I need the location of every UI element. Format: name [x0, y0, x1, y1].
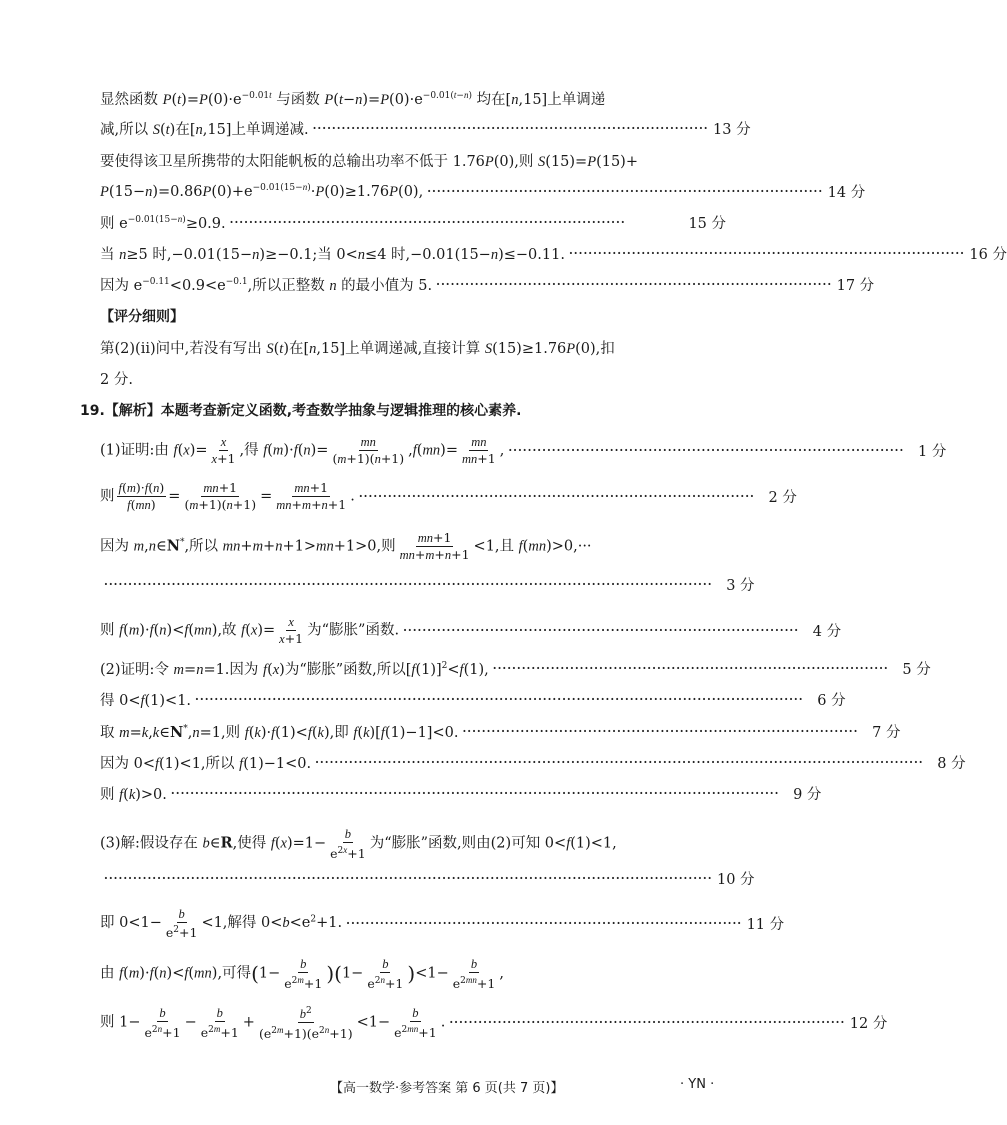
leader-dots: ··················································································: [312, 122, 709, 135]
line-23: [100, 906, 785, 941]
leader-dots: ······························································································································: [104, 578, 713, 591]
leader-dots: ··················································································: [568, 247, 965, 260]
score-label: 8 分: [937, 756, 966, 772]
line-17: [100, 689, 846, 710]
line-21: [100, 826, 726, 861]
line-text: 2 分.: [100, 372, 133, 388]
line-16: [100, 658, 931, 679]
line-4: [100, 212, 726, 233]
score-label: 6 分: [817, 693, 846, 709]
line-text: 因为 0<f(1)<1,所以 f(1)−1<0.: [100, 756, 312, 772]
score-label: 15 分: [688, 216, 726, 232]
line-text: 则 $\frac{f(m)\cdot f(n)}{f(mn)}$ = $\frac{mn+1}{(m+1)(n+1)}$ = $\frac{mn+1}{mn+m+n+1}$ .: [100, 480, 355, 512]
leader-dots: ··················································································: [229, 216, 626, 229]
leader-dots: ··················································································: [427, 185, 824, 198]
leader-dots: ··················································································: [403, 624, 800, 637]
line-1: [100, 118, 751, 139]
line-text: (2)证明:令 m=n=1.因为 f(x)为“膨胀”函数,所以$[f(1)]^2<f(1)$,: [100, 661, 489, 678]
line-text: 因为 $e^{-0.11}<0.9<e^{-0.1}$,所以正整数 n 的最小值为 5.: [100, 277, 433, 294]
line-14: [100, 574, 755, 595]
line-6: [100, 274, 875, 295]
line-22: [100, 868, 755, 889]
line-7: [100, 306, 726, 326]
line-12: [100, 480, 797, 513]
score-label: 16 分: [969, 247, 1007, 263]
line-3: [100, 181, 866, 202]
leader-dots: ······························································································································: [315, 756, 924, 769]
section-heading: 【评分细则】: [100, 309, 184, 325]
line-10: [80, 400, 726, 420]
line-18: [100, 721, 901, 742]
line-9: [100, 368, 726, 389]
line-text: 由 f(m)·f(n)<f(mn),可得(1− $\frac{b}{e^{2m}+1}$ )(1− $\frac{b}{e^{2n}+1}$ )<1− $\frac{b}{e^{2mn}+1}$ ,: [100, 957, 504, 992]
score-label: 3 分: [726, 578, 755, 594]
line-text: 则 f(k)>0.: [100, 787, 167, 803]
leader-dots: ······························································································································: [170, 787, 780, 800]
line-2: [100, 150, 726, 171]
line-text: $P(15-n)=0.86P(0)+e^{-0.01(15-n)}\cdot P(0)\ge 1.76P(0)$,: [100, 182, 424, 200]
line-13: [100, 530, 726, 563]
score-label: 14 分: [827, 185, 866, 201]
line-text: 则 1− $\frac{b}{e^{2n}+1}$ − $\frac{b}{e^{2m}+1}$ + $\frac{b^2}{(e^{2m}+1)(e^{2n}+1)}$ <1− $\frac{b}{e^{2mn}+1}$ .: [100, 1006, 446, 1042]
leader-dots: ······························································································································: [195, 693, 804, 706]
line-text: 第(2)(ⅱ)问中,若没有写出 S(t)在[n,15]上单调递减,直接计算 S(15)≥1.76P(0),扣: [100, 341, 615, 357]
score-label: 9 分: [793, 787, 822, 803]
score-label: 1 分: [918, 444, 947, 460]
question-heading: 19.【解析】本题考查新定义函数,考查数学抽象与逻辑推理的核心素养.: [80, 403, 522, 419]
score-label: 7 分: [872, 725, 901, 741]
leader-dots: ··················································································: [436, 278, 833, 291]
line-text: 显然函数 $P(t)=P(0)\cdot e^{-0.01t}$ 与函数 $P(t-n)=P(0)\cdot e^{-0.01(t-n)}$ 均在[n,15]上单调递: [100, 90, 606, 108]
score-label: 12 分: [849, 1016, 888, 1033]
line-text: 要使得该卫星所携带的太阳能帆板的总输出功率不低于 1.76P(0),则 S(15)=P(15)+: [100, 154, 638, 170]
line-25: [100, 1004, 888, 1042]
leader-dots: ··················································································: [346, 916, 743, 930]
score-label: 4 分: [812, 624, 842, 640]
score-label: 5 分: [902, 662, 931, 678]
leader-dots: ······························································································································: [104, 872, 713, 885]
leader-dots: ··················································································: [462, 725, 859, 738]
line-20: [100, 783, 822, 804]
line-0: [100, 88, 726, 109]
footer-mark: · YN ·: [680, 1077, 715, 1092]
score-label: 13 分: [713, 122, 751, 138]
line-text: (1)证明:由 f(x)= $\frac{x}{x+1}$ ,得 f(m)·f(n)= $\frac{mn}{(m+1)(n+1)}$ ,f(mn)= $\frac{mn}{mn+1}$ ,: [100, 435, 505, 466]
score-label: 2 分: [768, 490, 797, 506]
line-11: [100, 434, 947, 467]
page-footer: 【高一数学·参考答案 第 6 页(共 7 页)】: [330, 1081, 564, 1096]
score-label: 17 分: [836, 278, 875, 294]
line-8: [100, 337, 726, 358]
line-text: (3)解:假设存在 b∈R,使得 f(x)=1− $\frac{b}{e^{2x}+1}$ 为“膨胀”函数,则由(2)可知 0<f(1)<1,: [100, 827, 617, 862]
line-text: 得 0<f(1)<1.: [100, 693, 192, 709]
line-15: [100, 614, 842, 647]
score-label: 10 分: [716, 872, 755, 888]
leader-dots: ··················································································: [508, 444, 905, 457]
line-text: 即 0<1− $\frac{b}{e^2+1}$ <1,解得 $0<b<e^2+1$.: [100, 907, 343, 941]
line-text: 则 $e^{-0.01(15-n)}\ge 0.9$.: [100, 214, 226, 232]
line-text: 减,所以 S(t)在[n,15]上单调递减.: [100, 122, 309, 138]
line-text: 取 m=k,k∈N*,n=1,则 f(k)·f(1)<f(k),即 f(k)[f(1)−1]<0.: [100, 724, 459, 741]
score-label: 11 分: [746, 916, 785, 933]
line-19: [100, 752, 966, 773]
line-text: 则 f(m)·f(n)<f(mn),故 f(x)= $\frac{x}{x+1}$ 为“膨胀”函数.: [100, 615, 400, 646]
line-5: [100, 243, 1007, 264]
line-text: 因为 m,n∈N*,所以 mn+m+n+1>mn+1>0,则 $\frac{mn+1}{mn+m+n+1}$ <1,且 f(mn)>0,···: [100, 530, 592, 562]
line-24: [100, 956, 726, 991]
line-text: 当 n≥5 时,−0.01(15−n)≥−0.1;当 0<n≤4 时,−0.01(15−n)≤−0.11.: [100, 247, 565, 263]
leader-dots: ··················································································: [492, 662, 889, 675]
leader-dots: ··················································································: [358, 490, 755, 503]
leader-dots: ··················································································: [449, 1016, 846, 1030]
